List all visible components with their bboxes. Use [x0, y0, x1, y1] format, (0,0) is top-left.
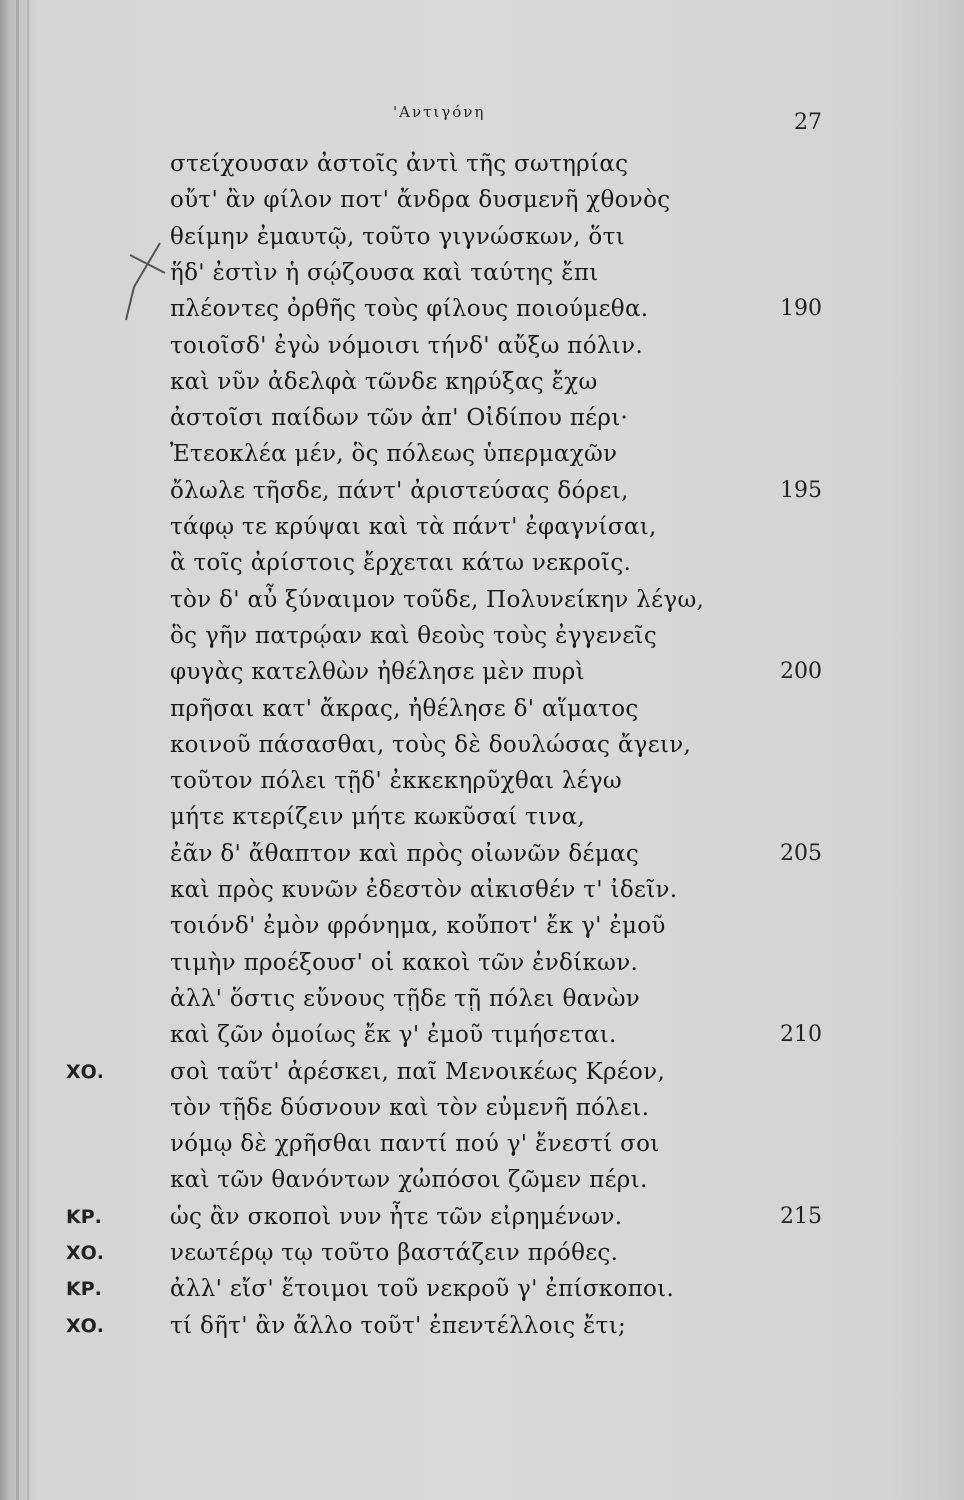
- verse-line: τὸν δ' αὖ ξύναιμον τοῦδε, Πολυνείκην λέγω,: [170, 587, 705, 613]
- verse-line: ἐᾶν δ' ἄθαπτον καὶ πρὸς οἰωνῶν δέμας: [170, 841, 640, 867]
- verse-line: καὶ πρὸς κυνῶν ἐδεστὸν αἰκισθέν τ' ἰδεῖν.: [170, 877, 678, 903]
- running-head: 'Αντιγόνη: [393, 103, 486, 121]
- verse-line: τὸν τῇδε δύσνουν καὶ τὸν εὐμενῆ πόλει.: [170, 1095, 650, 1121]
- verse-line: κοινοῦ πάσασθαι, τοὺς δὲ δουλώσας ἄγειν,: [170, 732, 692, 758]
- verse-line: πρῆσαι κατ' ἄκρας, ἠθέλησε δ' αἵματος: [170, 696, 639, 722]
- verse-line: τιμὴν προέξουσ' οἱ κακοὶ τῶν ἐνδίκων.: [170, 950, 639, 976]
- verse-line: οὔτ' ἂν φίλον ποτ' ἄνδρα δυσμενῆ χθονὸς: [170, 187, 671, 213]
- verse-line: ὡς ἂν σκοποὶ νυν ἦτε τῶν εἰρημένων.: [170, 1204, 623, 1230]
- verse-line: τάφῳ τε κρύψαι καὶ τὰ πάντ' ἐφαγνίσαι,: [170, 514, 657, 540]
- verse-line: ὄλωλε τῆσδε, πάντ' ἀριστεύσας δόρει,: [170, 478, 629, 504]
- verse-line: στείχουσαν ἀστοῖς ἀντὶ τῆς σωτηρίας: [170, 151, 629, 177]
- verse-line: πλέοντες ὀρθῆς τοὺς φίλους ποιούμεθα.: [170, 296, 649, 322]
- line-number: 190: [780, 296, 822, 321]
- verse-line: τοιοῖσδ' ἐγὼ νόμοισι τήνδ' αὔξω πόλιν.: [170, 333, 643, 359]
- verse-line: θείμην ἐμαυτῷ, τοῦτο γιγνώσκων, ὅτι: [170, 224, 625, 250]
- line-number: 215: [780, 1204, 822, 1229]
- verse-line: νεωτέρῳ τῳ τοῦτο βαστάζειν πρόθες.: [170, 1240, 619, 1266]
- speaker-label: ΧΟ.: [66, 1242, 105, 1264]
- line-number: 210: [780, 1022, 822, 1047]
- verse-line: ἃ τοῖς ἀρίστοις ἔρχεται κάτω νεκροῖς.: [170, 550, 632, 576]
- book-gutter-edge-inner: [27, 0, 29, 1500]
- verse-line: νόμῳ δὲ χρῆσθαι παντί πού γ' ἔνεστί σοι: [170, 1131, 660, 1157]
- verse-line: σοὶ ταῦτ' ἀρέσκει, παῖ Μενοικέως Κρέον,: [170, 1059, 666, 1085]
- verse-line: τοιόνδ' ἐμὸν φρόνημα, κοὔποτ' ἔκ γ' ἐμοῦ: [170, 913, 666, 939]
- verse-line: καὶ νῦν ἀδελφὰ τῶνδε κηρύξας ἔχω: [170, 369, 598, 395]
- verse-line: ἀστοῖσι παίδων τῶν ἀπ' Οἰδίπου πέρι·: [170, 405, 629, 431]
- line-number: 205: [780, 841, 822, 866]
- verse-line: τοῦτον πόλει τῇδ' ἐκκεκηρῦχθαι λέγω: [170, 768, 622, 794]
- verse-line: καὶ ζῶν ὁμοίως ἔκ γ' ἐμοῦ τιμήσεται.: [170, 1022, 617, 1048]
- verse-line: Ἐτεοκλέα μέν, ὃς πόλεως ὑπερμαχῶν: [170, 441, 618, 467]
- handwritten-x-mark: [120, 235, 170, 325]
- speaker-label: ΧΟ.: [66, 1315, 105, 1337]
- verse-line: ἀλλ' εἴσ' ἕτοιμοι τοῦ νεκροῦ γ' ἐπίσκοποι.: [170, 1276, 675, 1302]
- verse-line: ὃς γῆν πατρῴαν καὶ θεοὺς τοὺς ἐγγενεῖς: [170, 623, 658, 649]
- book-gutter-edge: [16, 0, 19, 1500]
- verse-line: ἀλλ' ὅστις εὔνους τῇδε τῇ πόλει θανὼν: [170, 986, 641, 1012]
- speaker-label: ΚΡ.: [66, 1278, 102, 1300]
- verse-line: καὶ τῶν θανόντων χὠπόσοι ζῶμεν πέρι.: [170, 1167, 648, 1193]
- line-number: 195: [780, 478, 822, 503]
- speaker-label: ΧΟ.: [66, 1061, 105, 1083]
- verse-line: ἥδ' ἐστὶν ἡ σῴζουσα καὶ ταύτης ἔπι: [170, 260, 599, 286]
- line-number: 200: [780, 659, 822, 684]
- verse-line: τί δῆτ' ἂν ἄλλο τοῦτ' ἐπεντέλλοις ἔτι;: [170, 1313, 627, 1339]
- verse-line: μήτε κτερίζειν μήτε κωκῦσαί τινα,: [170, 804, 586, 830]
- speaker-label: ΚΡ.: [66, 1206, 102, 1228]
- page-number: 27: [794, 110, 822, 135]
- verse-line: φυγὰς κατελθὼν ἠθέλησε μὲν πυρὶ: [170, 659, 585, 685]
